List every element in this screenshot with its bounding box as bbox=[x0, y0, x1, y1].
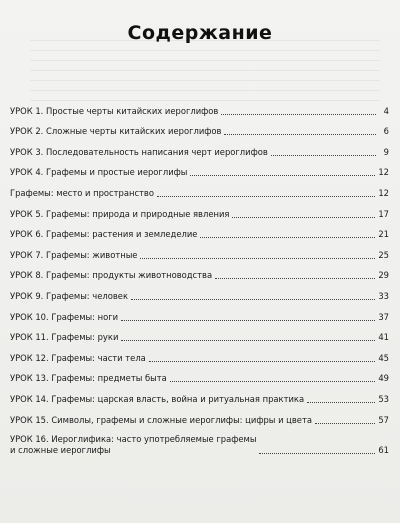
toc-entry-page: 4 bbox=[383, 105, 389, 116]
toc-entry bbox=[10, 281, 389, 302]
toc-entry-label: УРОК 7. Графемы: животные bbox=[10, 249, 138, 260]
toc-entry-label bbox=[10, 434, 256, 456]
toc-entry-label-line-2: и сложные иероглифы bbox=[10, 444, 111, 455]
toc-entry-page: 29 bbox=[378, 270, 389, 281]
leader-dots bbox=[315, 423, 375, 424]
toc-entry bbox=[10, 384, 389, 405]
toc-entry-label: УРОК 3. Последовательность написания черт иероглифов bbox=[10, 146, 268, 157]
toc-entry-label: УРОК 4. Графемы и простые иероглифы bbox=[10, 167, 188, 178]
leader-dots bbox=[271, 155, 376, 156]
toc-entry bbox=[10, 364, 389, 385]
toc-entry-label: УРОК 2. Сложные черты китайских иероглифов bbox=[10, 126, 222, 137]
leader-dots bbox=[170, 381, 376, 382]
leader-dots bbox=[232, 217, 375, 218]
toc-entry-label: УРОК 6. Графемы: растения и земледелие bbox=[10, 229, 198, 240]
toc-entry-label: УРОК 11. Графемы: руки bbox=[10, 332, 119, 343]
leader-dots bbox=[224, 134, 376, 135]
toc-entry bbox=[10, 117, 389, 138]
toc-entry bbox=[10, 96, 389, 117]
toc-entry-label: УРОК 15. Символы, графемы и сложные иероглифы: цифры и цвета bbox=[10, 414, 312, 425]
toc-entry-page: 53 bbox=[378, 393, 389, 404]
toc-entry bbox=[10, 240, 389, 261]
toc-entry-page: 45 bbox=[378, 352, 389, 363]
toc-entry-label: УРОК 8. Графемы: продукты животноводства bbox=[10, 270, 213, 281]
toc-entry bbox=[10, 199, 389, 220]
leader-dots bbox=[190, 175, 375, 176]
leader-dots bbox=[131, 299, 375, 300]
toc-entry-page: 17 bbox=[378, 208, 389, 219]
toc-entry-label: УРОК 9. Графемы: человек bbox=[10, 290, 129, 301]
toc-entry-label: УРОК 14. Графемы: царская власть, война и ритуальная практика bbox=[10, 393, 305, 404]
toc-entry-page: 41 bbox=[378, 332, 389, 343]
leader-dots bbox=[140, 258, 375, 259]
toc-entry-label: УРОК 12. Графемы: части тела bbox=[10, 352, 146, 363]
toc-entry bbox=[10, 405, 389, 426]
leader-dots bbox=[149, 361, 376, 362]
leader-dots bbox=[121, 320, 375, 321]
leader-dots bbox=[200, 237, 375, 238]
leader-dots bbox=[307, 402, 375, 403]
toc-entry-page: 21 bbox=[378, 229, 389, 240]
toc-entry-page: 6 bbox=[383, 126, 389, 137]
toc-entry-label: УРОК 10. Графемы: ноги bbox=[10, 311, 119, 322]
toc-entry-page: 61 bbox=[378, 444, 389, 455]
toc-entry bbox=[10, 137, 389, 158]
toc-entry-label: УРОК 13. Графемы: предметы быта bbox=[10, 373, 167, 384]
leader-dots bbox=[157, 196, 375, 197]
toc-entry-label-line-1: УРОК 16. Иероглифика: часто употребляемые графемы bbox=[10, 433, 257, 444]
leader-dots bbox=[221, 114, 376, 115]
toc-entry-label: УРОК 1. Простые черты китайских иероглифов bbox=[10, 105, 219, 116]
toc-entry-page: 9 bbox=[383, 146, 389, 157]
page-title: Содержание bbox=[127, 22, 273, 44]
toc-entry bbox=[10, 158, 389, 179]
toc-entry bbox=[10, 302, 389, 323]
toc-entry-page: 49 bbox=[378, 373, 389, 384]
toc-entry bbox=[10, 343, 389, 364]
leader-dots bbox=[259, 453, 375, 454]
toc-entry-page: 25 bbox=[378, 249, 389, 260]
toc-entry-label: Графемы: место и пространство bbox=[10, 187, 154, 198]
toc-entry bbox=[10, 178, 389, 199]
toc-entry-page: 12 bbox=[378, 167, 389, 178]
toc-entry bbox=[10, 261, 389, 282]
toc-entry-page: 57 bbox=[378, 414, 389, 425]
toc-entry bbox=[10, 323, 389, 344]
toc-entry-page: 33 bbox=[378, 290, 389, 301]
toc-entry bbox=[10, 220, 389, 241]
toc-entry-label: УРОК 5. Графемы: природа и природные явления bbox=[10, 208, 230, 219]
leader-dots bbox=[215, 278, 375, 279]
table-of-contents bbox=[10, 96, 389, 456]
toc-entry-page: 37 bbox=[378, 311, 389, 322]
toc-entry-page: 12 bbox=[378, 187, 389, 198]
toc-entry-multiline bbox=[10, 434, 389, 456]
leader-dots bbox=[121, 340, 375, 341]
